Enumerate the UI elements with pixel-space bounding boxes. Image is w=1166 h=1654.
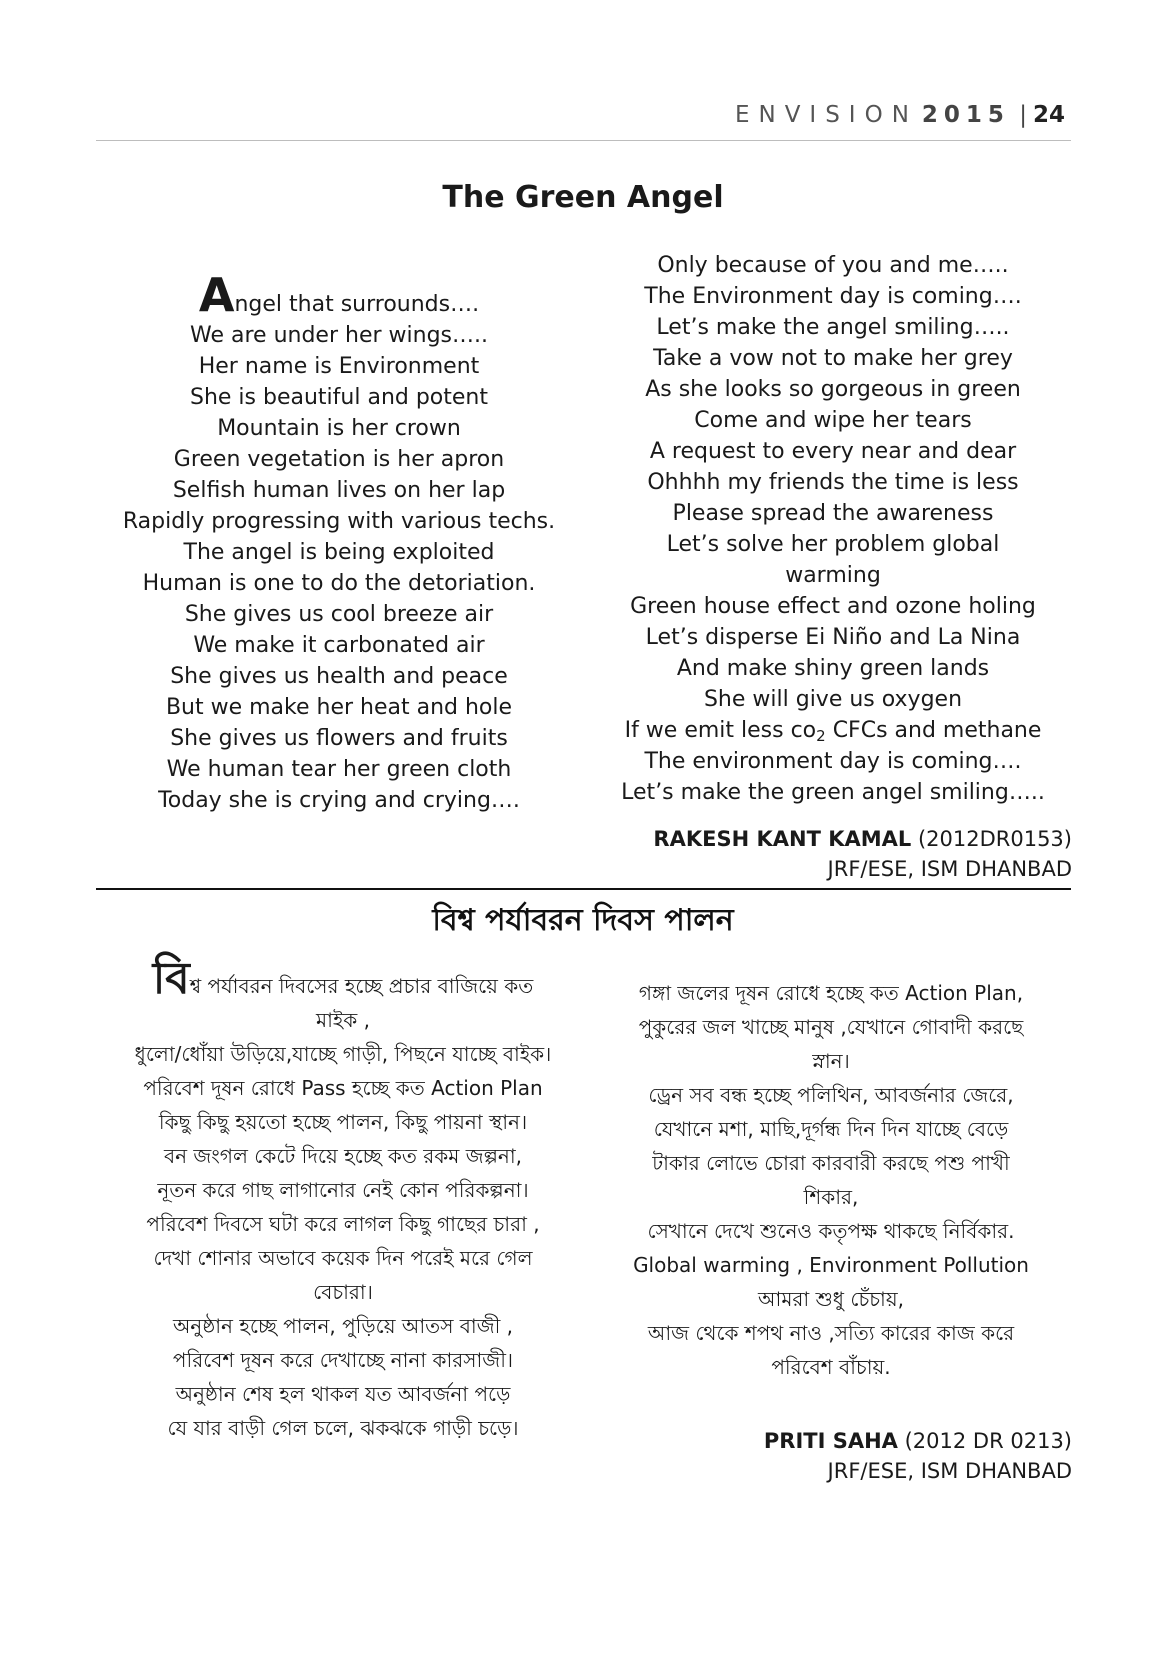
poem1-left-column	[96, 268, 582, 816]
poem2-first-line-rest: শ্ব পর্যাবরন দিবসের হচ্ছে প্রচার বাজিয়ে কত	[189, 974, 534, 998]
poem-line: পরিবেশ দূষন করে দেখাচ্ছে নানা কারসাজী।	[172, 1348, 514, 1372]
poem-line: পুকুরের জল খাচ্ছে মানুষ ,যেখানে গোবাদী করছে	[638, 1015, 1024, 1039]
poem1-first-line-rest: ngel that surrounds….	[234, 292, 480, 317]
poem1-author-affiliation: JRF/ESE, ISM DHANBAD	[827, 857, 1072, 881]
poem-line: She will give us oxygen	[703, 687, 963, 712]
poem1-author-line	[653, 824, 1072, 854]
poem-line: Let’s disperse Ei Niño and La Nina	[645, 625, 1021, 650]
poem-line: She gives us cool breeze air	[184, 602, 494, 627]
page-header	[96, 96, 1071, 141]
poem2-left-column	[98, 953, 588, 1445]
poem1-right-lines-a	[590, 250, 1076, 715]
poem2-author-affiliation: JRF/ESE, ISM DHANBAD	[827, 1459, 1072, 1483]
poem-line: Green house effect and ozone holing	[630, 594, 1036, 619]
poem2-drop-cap: বি	[152, 953, 190, 1004]
poem1-right-lines-b	[590, 746, 1076, 808]
poem-line: The Environment day is coming….	[644, 284, 1022, 309]
poem-line: ধুলো/ধোঁয়া উড়িয়ে,যাচ্ছে গাড়ী, পিছনে যাচ্ছে বাইক।	[134, 1042, 552, 1066]
poem-line: গঙ্গা জলের দূষন রোধে হচ্ছে কত Action Plan,	[638, 981, 1024, 1005]
poem-line: Her name is Environment	[198, 354, 480, 379]
co2-line-before: If we emit less co	[624, 718, 817, 743]
poem-line: যেখানে মশা, মাছি,দূর্গন্ধ দিন দিন যাচ্ছে বেড়ে	[653, 1117, 1009, 1141]
poem-line: The angel is being exploited	[183, 540, 495, 565]
poem-line: Come and wipe her tears	[694, 408, 972, 433]
poem-line: Global warming , Environment Pollution	[633, 1253, 1029, 1277]
poem-line: Please spread the awareness	[672, 501, 994, 526]
poem2-author-name: PRITI SAHA	[763, 1429, 898, 1453]
poem1-author-block	[653, 824, 1072, 884]
co2-subscript: 2	[816, 727, 826, 745]
magazine-year: 2015	[921, 102, 1010, 128]
poem-line: We make it carbonated air	[193, 633, 485, 658]
poem-line: Let’s make the green angel smiling…..	[621, 780, 1045, 805]
poem-line: Rapidly progressing with various techs.	[122, 509, 556, 534]
poem1-drop-cap: A	[198, 268, 235, 322]
poem-line: Only because of you and me…..	[657, 253, 1009, 278]
poem1-author-id: (2012DR0153)	[911, 827, 1072, 851]
poem-line: আমরা শুধু চেঁচায়,	[757, 1287, 905, 1311]
poem2-author-id: (2012 DR 0213)	[897, 1429, 1072, 1453]
poem-line: Ohhhh my friends the time is less	[647, 470, 1019, 495]
poem-line: Take a vow not to make her grey	[653, 346, 1013, 371]
poem-line: Human is one to do the detoriation.	[142, 571, 536, 596]
poem-line: Selfish human lives on her lap	[172, 478, 506, 503]
poem-line: Let’s solve her problem global	[666, 532, 1000, 557]
poem-line: Green vegetation is her apron	[173, 447, 505, 472]
poem-line: She gives us health and peace	[170, 664, 508, 689]
poem-line: সেখানে দেখে শুনেও কতৃপক্ষ থাকছে নির্বিকার.	[647, 1219, 1015, 1243]
poem-line: পরিবেশ দিবসে ঘটা করে লাগল কিছু গাছের চারা ,	[146, 1212, 540, 1236]
poem1-right-column	[590, 250, 1076, 808]
poem-line: We are under her wings…..	[190, 323, 488, 348]
poem-line: Today she is crying and crying….	[158, 788, 520, 813]
poem1-left-lines	[96, 320, 582, 816]
poem2-first-line	[98, 953, 588, 1004]
poem-line: অনুষ্ঠান শেষ হল থাকল যত আবর্জনা পড়ে	[175, 1382, 511, 1406]
poem2-right-column	[586, 976, 1076, 1384]
poem-line: As she looks so gorgeous in green	[645, 377, 1021, 402]
poem-line: কিছু কিছু হয়তো হচ্ছে পালন, কিছু পায়না স্থান।	[158, 1110, 528, 1134]
poem-line: অনুষ্ঠান হচ্ছে পালন, পুড়িয়ে আতস বাজী ,	[172, 1314, 514, 1338]
poem-line: She is beautiful and potent	[190, 385, 488, 410]
poem-line: বন জংগল কেটে দিয়ে হচ্ছে কত রকম জল্পনা,	[163, 1144, 522, 1168]
poem-line: শিকার,	[803, 1185, 859, 1209]
poem-line: দেখা শোনার অভাবে কয়েক দিন পরেই মরে গেল	[153, 1246, 533, 1270]
poem-line: A request to every near and dear	[649, 439, 1017, 464]
poem-line: নূতন করে গাছ লাগানোর নেই কোন পরিকল্পনা।	[157, 1178, 529, 1202]
poem1-first-line	[96, 268, 582, 322]
poem-line: Mountain is her crown	[217, 416, 461, 441]
header-separator: |	[1019, 102, 1027, 128]
poem-line: warming	[785, 563, 881, 588]
poem2-author-block	[764, 1426, 1072, 1486]
poem-line: But we make her heat and hole	[165, 695, 513, 720]
header-text	[735, 102, 1065, 128]
poem2-title: বিশ্ব পর্যাবরন দিবস পালন	[432, 903, 734, 938]
poem-line: She gives us flowers and fruits	[170, 726, 508, 751]
poem-line: বেচারা।	[313, 1280, 373, 1304]
magazine-name: ENVISION	[734, 102, 918, 128]
poem-line: স্নান।	[812, 1049, 850, 1073]
poem-line: আজ থেকে শপথ নাও ,সত্যি কারের কাজ করে	[647, 1321, 1015, 1345]
poem-line: ড্রেন সব বন্ধ হচ্ছে পলিথিন, আবর্জনার জেরে,	[648, 1083, 1014, 1107]
poem2-author-line	[764, 1426, 1072, 1456]
poem-line: Let’s make the angel smiling…..	[656, 315, 1010, 340]
poem-line: And make shiny green lands	[676, 656, 990, 681]
poem-line: যে যার বাড়ী গেল চলে, ঝকঝকে গাড়ী চড়ে।	[167, 1416, 519, 1440]
poem-line: টাকার লোভে চোরা কারবারী করছে পশু পাখী	[652, 1151, 1010, 1175]
poem-line: We human tear her green cloth	[166, 757, 512, 782]
page-number: 24	[1032, 102, 1065, 128]
poem-line: পরিবেশ দূষন রোধে Pass হচ্ছে কত Action Plan	[143, 1076, 543, 1100]
poem-line: মাইক ,	[315, 1008, 370, 1032]
poem2-right-lines	[586, 976, 1076, 1384]
poem1-co2-line	[590, 715, 1076, 746]
poem2-left-lines	[98, 1003, 588, 1445]
poem1-author-name: RAKESH KANT KAMAL	[653, 827, 912, 851]
section-divider	[96, 888, 1071, 890]
poem1-title: The Green Angel	[442, 180, 724, 215]
poem-line: The environment day is coming….	[644, 749, 1022, 774]
co2-line-after: CFCs and methane	[825, 718, 1042, 743]
poem-line: পরিবেশ বাঁচায়.	[771, 1355, 891, 1379]
